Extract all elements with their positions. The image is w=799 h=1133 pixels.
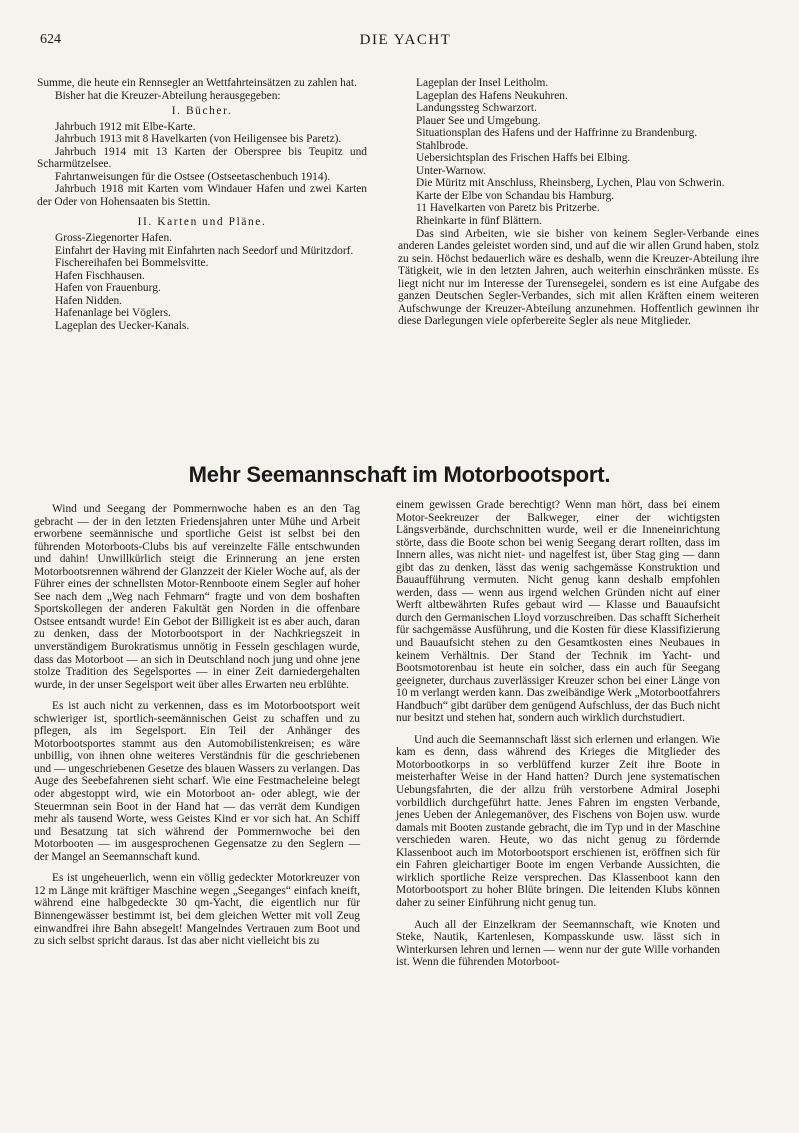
map-item: Stahlbrode. [416,139,469,152]
map-item: Landungssteg Schwarzort. [416,102,537,115]
article-paragraph: Wind und Seegang der Pommernwoche haben es an den Tag gebracht — der in den letzten Friedensjahren unter Mühe und Arbeit erworbene seemännische und sportliche Geist ist selbst bei den führenden Motorboots-Clubs bis auf vereinzelte Fälle entschwunden und dahin! Unwillkürlich steigt die Erinnerung an jene ersten Motorbootsrennen während der Glanzzeit der Kieler Woche auf, als der Führer eines der schnellsten Motor-Rennboote einem Segler auf hoher See nach dem „Weg nach Fehmarn“ fragte und von dem boshaften Sportskollegen der anderen Fakultät gen Norden in die offenbare Ostsee entsandt wurde! Ein Gebot der Billigkeit ist es aber auch, daran zu denken, dass der Motorbootsport in der Nachkriegszeit in unverständigem Burokratismus unnötig in Fesseln geschlagen wurde, dass das Motorboot — an sich in Deutschland noch jung und ohne jene stolze Tradition des Segelsportes — in einer Zeit darniedergehalten wurde, in der unser Segelsport weit über alles Erwarten neu erblühte. [34,503,360,691]
map-item: Situationsplan des Hafens und der Haffrinne zu Brandenburg. [416,127,698,140]
article-paragraph: einem gewissen Grade berechtigt? Wenn man hört, dass bei einem Motor-Seekreuzer der Balkweger, einer der wichtigsten Längsverbände, durchschnitten wurde, weil er die Inneneinrichtung störte, dass die Boote schon bei wenig Seegang derart rollten, dass im Innern alles, was nicht niet- und nagelfest ist, über Stag ging — dann gibt das zu denken, lässt das wenig sachgemässe Konstruktion und Bauaufführung vermuten. Nicht genug kann deshalb empfohlen werden, dass — wenn aus irgend welchen Gründen nicht auf einer Werft altbewährten Rufes gebaut wird — Klasse und Bauaufsicht durch den Germanischen Lloyd vorzuschreiben. Das schafft Sicherheit für sachgemässe Ausführung, und die Kosten für diese Klassifizierung und Bauaufsicht stehen zu den Gesamtkosten eines Neubaues in keinem Verhältnis. Der Stand der Technik im Yacht- und Bootsmotorenbau ist heute ein solcher, dass ein auch für Seegang geeigneter, durchaus zuverlässiger Kreuzer schon bei einer Länge von 10 m verlangt werden kann. Das zweibändige Werk „Motorbootfahrers Handbuch“ gibt darüber dem genügend Aufschluss, der das Buch nicht nur besitzt und stehen hat, sondern auch wirklich durchstudiert. [396,499,720,725]
map-item: Hafen von Frauenburg. [55,282,161,295]
closing-paragraph: Das sind Arbeiten, wie sie bisher von keinem Segler-Verbande eines anderen Landes geleistet worden sind, und auf die wir allen Grund haben, stolz zu sein. Höchst bedauerlich wäre es deshalb, wenn die Kreuzer-Abteilung ihre Tätigkeit, wie in den letzten Jahren, auch weiterhin einschränken müsste. Es liegt nicht nur im Interesse der Turensegelei, sondern es ist eine Aufgabe des ganzen Deutschen Segler-Verbandes, sich mit allen Kräften einem weiteren Aufschwunge der Kreuzer-Abteilung anzunehmen. Hoffentlich gewinnen ihr diese Darlegungen viele opferbereite Segler als neue Mitglieder. [398,227,759,328]
article-paragraph: Es ist auch nicht zu verkennen, dass es im Motorbootsport weit schwieriger ist, sportlich-seemännischen Geist zu schaffen und zu pflegen, als im Segelsport. Ein Teil der Anhänger des Motorbootsportes stammt aus den Automobilistenkreisen; es wäre unbillig, von ihnen ohne weiteres Verständnis für die geschriebenen und — ungeschriebenen Gesetze des blauen Wassers zu verlangen. Das Auge des Seebefahrenen sieht scharf. Wie eine Festmacheleine belegt oder abgestoppt wird, wie ein Motorboot an- oder ablegt, wie der Steuermnan sein Boot in der Hand hat — das verrät dem Kundigen mehr als tausend Worte, wess Geistes Kind er vor sich hat. An Schiff und Besatzung tat sich während der Pommernwoche bei den Motorbooten — im ausgesprochenen Gegensatze zu den Seglern — der Mangel an Seemannschaft kund. [34,700,360,863]
top-left-column [37,77,367,332]
map-item: Lageplan der Insel Leitholm. [416,77,549,89]
book-item: Fahrtanweisungen für die Ostsee (Ostseetaschenbuch 1914). [55,170,331,183]
map-item: Karte der Elbe von Schandau bis Hamburg. [416,189,615,202]
page-number: 624 [40,32,61,47]
article-left-column [34,503,360,948]
map-item: Lageplan des Uecker-Kanals. [55,319,190,332]
article-title: Mehr Seemannschaft im Motorbootsport. [188,462,611,487]
book-item: Jahrbuch 1918 mit Karten vom Windauer Hafen und zwei Karten der Oder von Hohensaaten bis Stettin. [37,183,367,208]
article-paragraph: Und auch die Seemannschaft lässt sich erlernen und erlangen. Wie kam es denn, dass während des Krieges die Mitglieder des Motorbootkorps in so verblüffend kurzer Zeit ihre Boote in meisterhafter Weise in der Hand hatten? Durch jene systematischen Uebungsfahrten, die der allzu früh verstorbene Admiral Josephi vorbildlich durchgeführt hatte. Jenes Fahren im engsten Verbande, jenes Ueben der Anlegemanöver, des Fischens von Bojen usw. wurde damals mit Booten zustande gebracht, die im Typ und in der Maschine verschieden waren. Heute, wo das nicht genug zu fördernde Klassenboot auch im Motorbootsport erschienen ist, eröffnen sich für ein Fahren gleichartiger Boote im engen Verbande Aussichten, die wirklich sportliche Reize versprechen. Das Klassenboot kann den Motorbootsport zu hoher Blüte bringen. Die leitenden Klubs können daher zu seiner Einführung nicht genug tun. [396,733,720,909]
article-paragraph: Auch all der Einzelkram der Seemannschaft, wie Knoten und Steke, Nautik, Kartenlesen, Kompasskunde usw. lässt sich in Winterkursen lehren und lernen — wenn nur der gute Wille vorhanden ist. Wenn die führenden Motorboot- [396,918,720,969]
map-item: Uebersichtsplan des Frischen Haffs bei Elbing. [416,152,631,165]
map-item: Hafen Nidden. [55,294,123,307]
map-item: Die Müritz mit Anschluss, Rheinsberg, Lychen, Plau von Schwerin. [416,177,725,190]
section-heading-books: I. Bücher. [171,105,233,118]
intro-line: Bisher hat die Kreuzer-Abteilung herausgegeben: [55,89,281,102]
top-right-column [398,77,759,328]
map-item: Unter-Warnow. [416,164,486,177]
book-item: Jahrbuch 1913 mit 8 Havelkarten (von Heiligensee bis Paretz). [55,133,342,146]
map-item: Plauer See und Umgebung. [416,114,541,127]
intro-line: Summe, die heute ein Rennsegler an Wettfahrteinsätzen zu zahlen hat. [37,77,357,89]
map-item: Hafenanlage bei Vöglers. [55,307,171,320]
map-item: Gross-Ziegenorter Hafen. [55,232,173,245]
book-item: Jahrbuch 1912 mit Elbe-Karte. [55,120,196,133]
map-item: Einfahrt der Having mit Einfahrten nach Seedorf und Müritzdorf. [55,244,354,257]
running-title: DIE YACHT [359,32,452,48]
article-right-column [396,499,720,969]
book-item: Jahrbuch 1914 mit 13 Karten der Oberspree bis Teupitz und Scharmützelsee. [37,145,367,171]
map-item: Hafen Fischhausen. [55,269,145,282]
section-heading-maps: II. Karten und Pläne. [137,216,267,229]
map-item: Fischereihafen bei Bommelsvitte. [55,257,209,270]
map-item: Rheinkarte in fünf Blättern. [416,215,542,228]
article-paragraph: Es ist ungeheuerlich, wenn ein völlig gedeckter Motorkreuzer von 12 m Länge mit kräftiger Maschine wegen „Seeganges“ einfach kneift, während eine halbgedeckte 30 qm-Yacht, die eigentlich nur für Binnengewässer bestimmt ist, bei dem gleichen Wetter mit voll Zeug einwandfrei ihre Bahn absegelt! Mangelndes Vertrauen zum Boot und zu sich selbst spricht daraus. Ist das aber nicht vielleicht bis zu [34,872,360,948]
map-item: 11 Havelkarten von Paretz bis Pritzerbe. [416,202,600,215]
page-header [40,32,771,52]
map-item: Lageplan des Hafens Neukuhren. [416,89,568,102]
